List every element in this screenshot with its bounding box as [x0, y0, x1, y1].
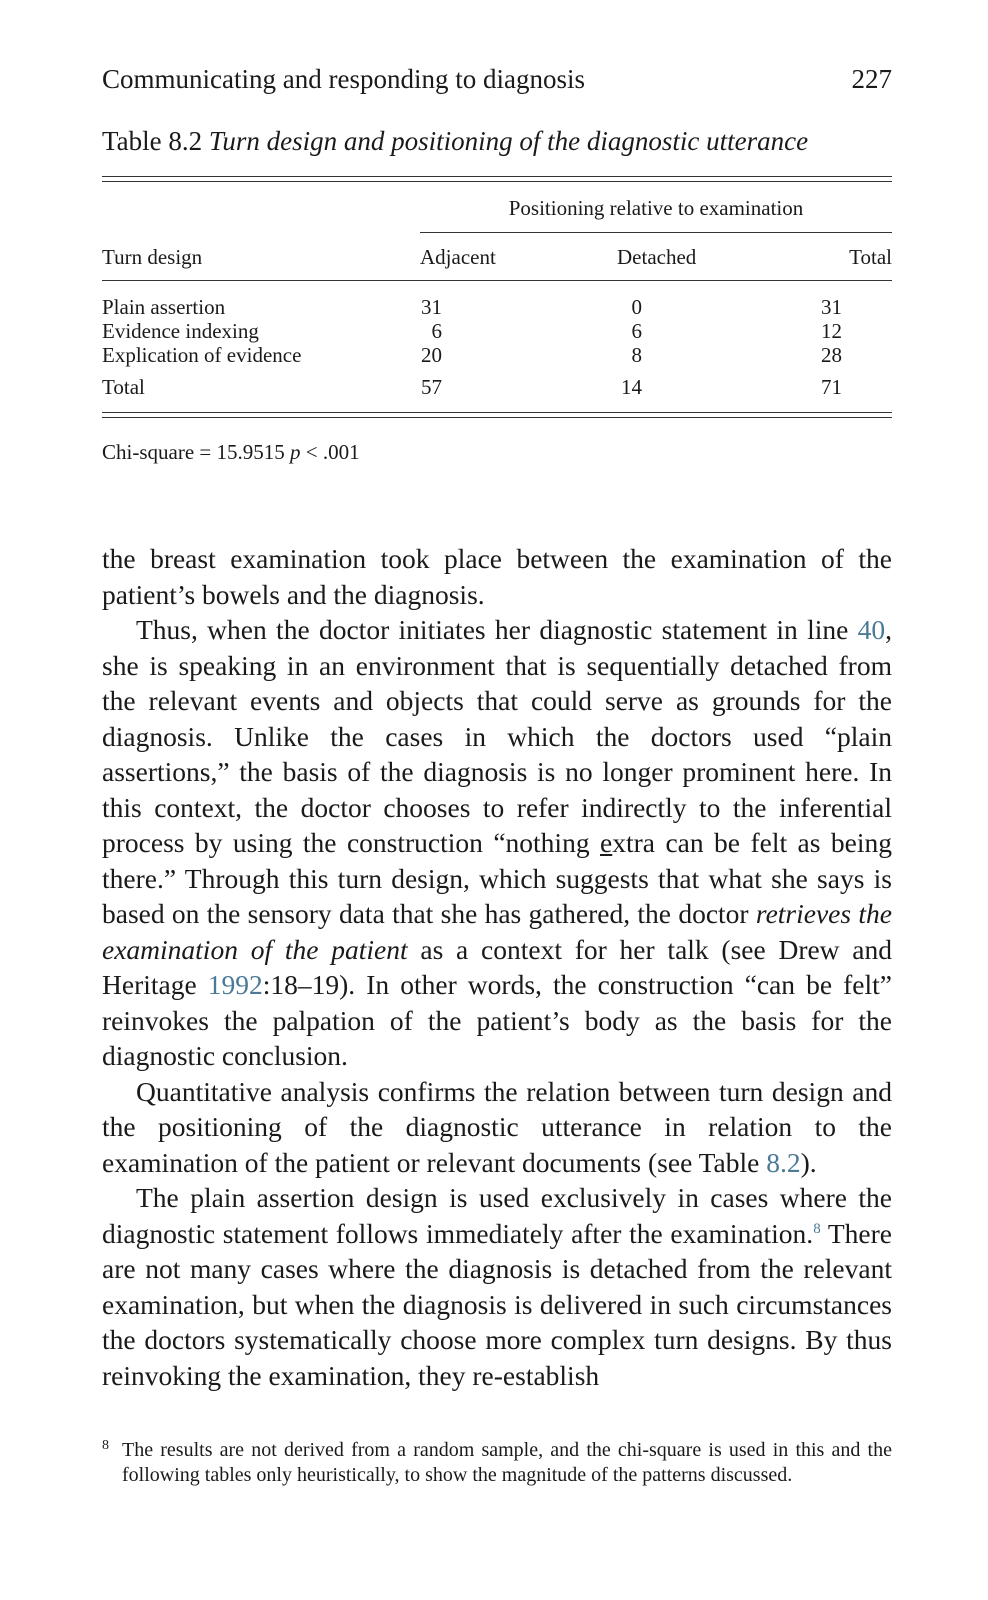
table-top-rule-1 — [102, 176, 892, 177]
running-head — [102, 64, 892, 104]
chi-square-note — [102, 440, 360, 465]
cell-adjacent: 20 — [421, 343, 442, 367]
column-header-detached: Detached — [617, 245, 697, 269]
text-run: as a context for her talk (see Drew and Heritage — [102, 933, 893, 1000]
text-run: Quantitative analysis confirms the relation between turn design and the positioning of the diagnostic utterance in relation to the examination of the patient or relevant documents (see Table — [102, 1075, 892, 1178]
column-header-total: Total — [849, 245, 892, 269]
footnote-mark: 8 — [102, 1438, 109, 1453]
underlined-text: e — [600, 827, 613, 858]
column-header-turn-design: Turn design — [102, 245, 203, 269]
cell-total: 12 — [821, 319, 842, 343]
column-spanner: Positioning relative to examination — [508, 196, 804, 220]
cell-total: 28 — [821, 343, 842, 367]
page-number: 227 — [851, 64, 892, 94]
row-label: Evidence indexing — [102, 319, 259, 343]
cell-detached: 6 — [631, 319, 642, 343]
cell-detached: 8 — [631, 343, 642, 367]
text-run: xtra can be felt as being there.” Through this turn design, which suggests that what she says is based on the sensory data that she has gathered, the doctor — [102, 827, 892, 929]
body-text — [102, 541, 892, 1393]
text-run: The plain assertion design is used exclusively in cases where the diagnostic statement follows immediately after the examination. — [102, 1182, 892, 1249]
text-run: ). — [800, 1146, 817, 1178]
stat-suffix: < .001 — [300, 440, 360, 464]
cell-adjacent: 57 — [421, 375, 442, 399]
paragraph — [102, 612, 892, 1074]
text-run: , she is speaking in an environment that is sequentially detached from the relevant events and objects that could serve as grounds for the diagnosis. Unlike the cases in which the doctors used “plain assertions,” the basis of the diagnosis is no longer prominent here. In this context, the doctor chooses to refer indirectly to the inferential process by using the construction “nothing — [102, 614, 892, 858]
cell-detached: 0 — [631, 295, 642, 319]
citation-year-link[interactable]: 1992 — [207, 969, 263, 1000]
stat-p: p — [290, 440, 301, 464]
stat-prefix: Chi-square = 15.9515 — [102, 440, 290, 464]
paragraph — [102, 1180, 892, 1393]
paragraph: the breast examination took place between the examination of the patient’s bowels and the diagnosis. — [102, 543, 892, 610]
paragraph — [102, 1074, 892, 1181]
italic-text: retrieves the examination of the patient — [102, 898, 892, 965]
row-label: Plain assertion — [102, 295, 226, 319]
cell-adjacent: 6 — [431, 319, 442, 343]
row-label: Total — [102, 375, 145, 399]
table-bottom-rule-1 — [102, 412, 892, 413]
cell-adjacent: 31 — [421, 295, 442, 319]
footnote-reference-link[interactable]: 8 — [813, 1220, 821, 1237]
running-title: Communicating and responding to diagnosis — [102, 64, 585, 94]
table-title: Turn design and positioning of the diagnostic utterance — [208, 126, 809, 156]
table-top-rule-2 — [102, 181, 892, 182]
column-header-adjacent: Adjacent — [420, 245, 496, 269]
header-rule — [102, 280, 892, 281]
cell-detached: 14 — [621, 375, 642, 399]
footnote-text: The results are not derived from a random sample, and the chi-square is used in this and the following tables only heuristically, to show the magnitude of the patterns discussed. — [122, 1439, 892, 1486]
cell-total: 71 — [821, 375, 842, 399]
table-caption — [102, 126, 808, 157]
spanner-rule — [420, 232, 892, 233]
footnote — [102, 1438, 892, 1487]
table-reference-link[interactable]: 8.2 — [766, 1146, 801, 1178]
line-reference-link[interactable]: 40 — [857, 614, 886, 645]
text-run: Thus, when the doctor initiates her diagnostic statement in line — [136, 614, 858, 645]
text-run: :18–19). In other words, the construction “can be felt” reinvokes the palpation of the patient’s body as the basis for the diagnostic conclusion. — [102, 969, 892, 1071]
cell-total: 31 — [821, 295, 842, 319]
text-run: There are not many cases where the diagnosis is detached from the relevant examination, but when the diagnosis is delivered in such circumstances the doctors systematically choose more complex turn designs. By thus reinvoking the examination, they re-establish — [102, 1217, 892, 1391]
row-label: Explication of evidence — [102, 343, 302, 367]
table-label: Table 8.2 — [102, 126, 203, 156]
table-bottom-rule-2 — [102, 417, 892, 418]
